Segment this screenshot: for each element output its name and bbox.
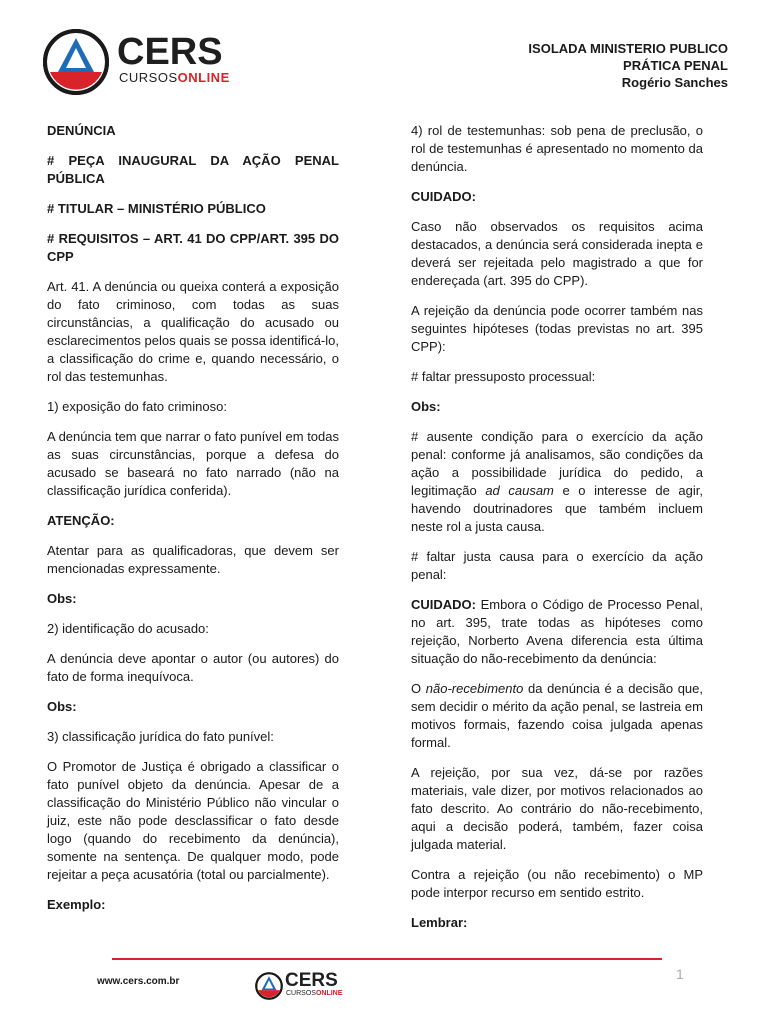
paragraph-item3: 3) classificação jurídica do fato punível: [47,729,274,744]
logo-sub-cursos: CURSOS [119,70,178,85]
paragraph-recurso: Contra a rejeição (ou não recebimento) o MP pode interpor recurso em sentido estrito. [411,867,703,900]
heading-titular: # TITULAR – MINISTÉRIO PÚBLICO [47,201,266,216]
course-header [528,40,728,91]
nao-recebimento-italic: não-recebimento [425,681,524,696]
footer-logo [255,970,343,1004]
heading-obs-1: Obs: [47,591,77,606]
page-number: 1 [676,966,684,982]
footer-logo-subtitle [286,990,342,997]
course-title: ISOLADA MINISTERIO PUBLICO [528,41,728,56]
heading-requisitos: # REQUISITOS – ART. 41 DO CPP/ART. 395 DO CPP [47,231,339,264]
cuidado-2-text: Embora o Código de Processo Penal, no art. 395, trate todas as hipóteses como rejeição, Norberto Avena diferencia esta última situação do não-recebimento da denúncia: [411,597,703,666]
paragraph-pressuposto: # faltar pressuposto processual: [411,369,596,384]
course-teacher: Rogério Sanches [621,75,728,90]
condicao-text-italic: ad causam [485,483,554,498]
heading-obs-2: Obs: [47,699,77,714]
paragraph-item4: 4) rol de testemunhas: sob pena de preclusão, o rol de testemunhas é apresentado no momento da denúncia. [411,123,703,174]
paragraph-rejeicao-hipoteses: A rejeição da denúncia pode ocorrer também nas seguintes hipóteses (todas previstas no art. 395 CPP): [411,303,703,354]
heading-denuncia: DENÚNCIA [47,123,116,138]
paragraph-condicao [411,428,703,536]
paragraph-rejeicao-material: A rejeição, por sua vez, dá-se por razões materiais, vale dizer, por motivos relacionados ao fato descrito. Ao contrário do não-recebimento, aqui a decisão poderá, também, fazer coisa julgada material. [411,765,703,852]
paragraph-item1: 1) exposição do fato criminoso: [47,399,227,414]
cuidado-2-label: CUIDADO: [411,597,476,612]
footer-logo-sub-cursos: CURSOS [286,990,316,997]
cers-emblem-small-icon [255,972,283,1000]
logo-sub-online: ONLINE [177,70,230,85]
footer-url[interactable]: www.cers.com.br [97,976,180,987]
footer-divider [112,958,662,960]
paragraph-nao-recebimento [411,680,703,752]
cers-logo [42,28,232,98]
paragraph-item2: 2) identificação do acusado: [47,621,209,636]
course-subject: PRÁTICA PENAL [623,58,728,73]
heading-exemplo: Exemplo: [47,897,106,912]
condicao-text-a: # ausente condição para o exercício da ação penal: conforme já analisamos, são condições da ação a possibilidade jurídica do pedido, a legitimação [411,429,703,498]
condicao-text-c: e o interesse de agir, havendo doutrinadores que também incluem neste rol a justa causa. [411,483,703,534]
left-column [47,122,339,926]
heading-atencao: ATENÇÃO: [47,513,115,528]
right-column [411,122,703,944]
paragraph-cuidado-2 [411,596,703,668]
nao-recebimento-a: O [411,681,426,696]
nao-recebimento-c: da denúncia é a decisão que, sem decidir o mérito da ação penal, se lastreia em motivos formais, fazendo coisa julgada apenas formal. [411,681,703,750]
paragraph-justa-causa: # faltar justa causa para o exercício da ação penal: [411,549,703,582]
paragraph-atencao-text: Atentar para as qualificadoras, que devem ser mencionadas expressamente. [47,543,339,576]
logo-subtitle [119,70,230,85]
paragraph-item1-text: A denúncia tem que narrar o fato punível em todas as suas circunstâncias, porque a defesa do acusado se baseará no fato narrado (não na classificação jurídica conferida). [47,429,339,498]
cers-emblem-icon [42,28,110,96]
footer-logo-wordmark: CERS [285,970,338,991]
paragraph-item3-text: O Promotor de Justiça é obrigado a classificar o fato punível objeto da denúncia. Apesar de a classificação do Ministério Público não vincular o juiz, este não pode desclassificar o fato desde logo (quando do recebimento da denúncia), somente na sentença. De qualquer modo, pode rejeitar a peça acusatória (total ou parcialmente). [47,759,339,882]
footer-logo-sub-online: ONLINE [315,990,343,997]
heading-lembrar: Lembrar: [411,915,468,930]
heading-cuidado-1: CUIDADO: [411,189,476,204]
paragraph-art41: Art. 41. A denúncia ou queixa conterá a exposição do fato criminoso, com todas as suas circunstâncias, a qualificação do acusado ou esclarecimentos pelos quais se possa identificá-lo, a classificação do crime e, quando necessário, o rol das testemunhas. [47,279,339,384]
heading-peca: # PEÇA INAUGURAL DA AÇÃO PENAL PÚBLICA [47,153,339,186]
paragraph-inepta: Caso não observados os requisitos acima destacados, a denúncia será considerada inepta e deverá ser rejeitada pelo magistrado a que for endereçada (art. 395 do CPP). [411,219,703,288]
logo-wordmark: CERS [117,31,223,73]
heading-obs-3: Obs: [411,399,441,414]
paragraph-item2-text: A denúncia deve apontar o autor (ou autores) do fato de forma inequívoca. [47,651,339,684]
